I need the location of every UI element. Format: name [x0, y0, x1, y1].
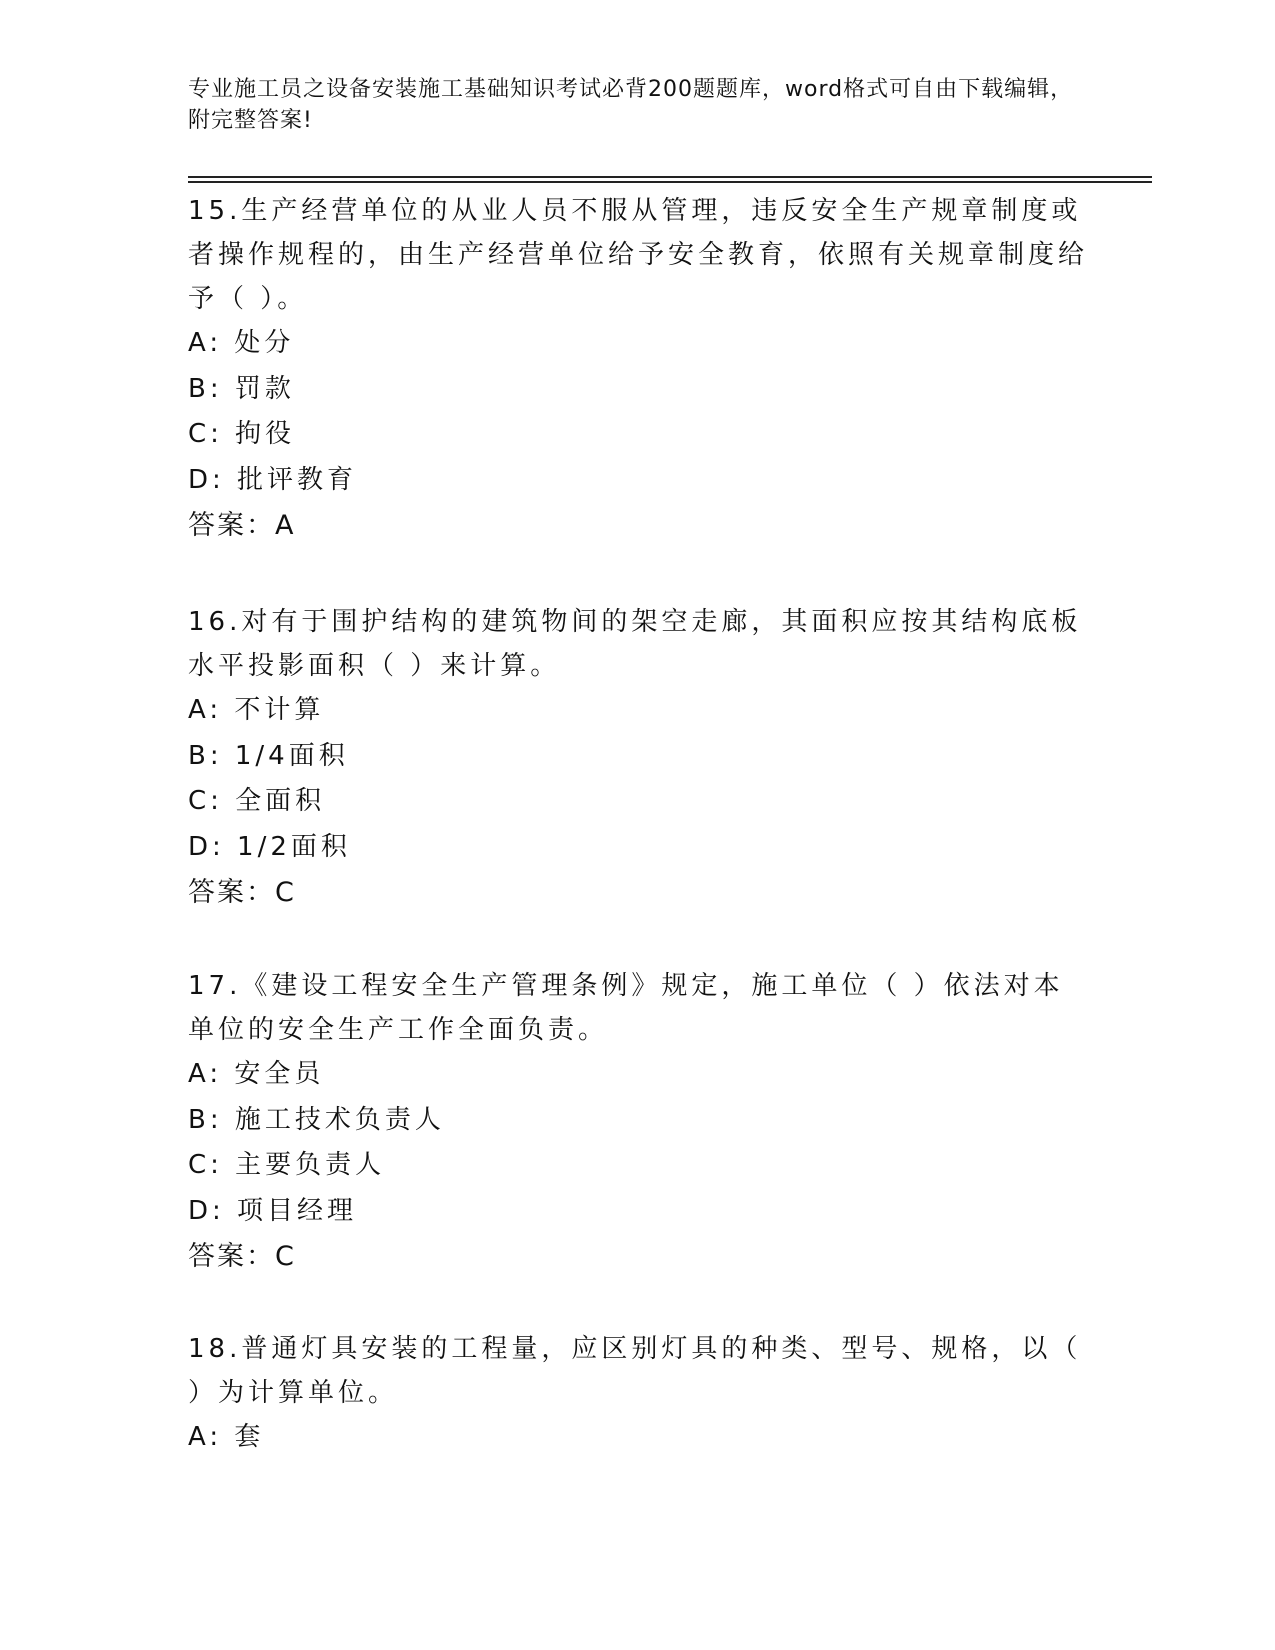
header-divider-top	[188, 176, 1152, 178]
question-stem: 16.对有于围护结构的建筑物间的架空走廊，其面积应按其结构底板水平投影面积（ ）来计算。	[188, 607, 1082, 681]
question-16	[188, 600, 1088, 916]
answer: 答案：A	[188, 510, 296, 541]
header-divider-bottom	[188, 181, 1152, 183]
option-a: A: 不计算	[188, 695, 325, 725]
question-stem: 18.普通灯具安装的工程量，应区别灯具的种类、型号、规格，以（ ）为计算单位。	[188, 1334, 1082, 1408]
answer: 答案：C	[188, 1241, 296, 1272]
question-15	[188, 189, 1088, 549]
question-stem: 17.《建设工程安全生产管理条例》规定，施工单位（ ）依法对本单位的安全生产工作全面负责。	[188, 971, 1064, 1045]
option-d: D: 项目经理	[188, 1195, 358, 1226]
question-18	[188, 1327, 1088, 1461]
option-b: B: 施工技术负责人	[188, 1104, 445, 1135]
option-a: A: 处分	[188, 328, 295, 358]
option-a: A: 套	[188, 1422, 265, 1452]
option-c: C: 主要负责人	[188, 1150, 386, 1180]
option-b: B: 1/4面积	[188, 740, 349, 771]
option-c: C: 拘役	[188, 419, 296, 449]
answer: 答案：C	[188, 877, 296, 908]
option-b: B: 罚款	[188, 373, 295, 404]
question-stem: 15.生产经营单位的从业人员不服从管理，违反安全生产规章制度或者操作规程的，由生产经营单位给予安全教育，依照有关规章制度给予（ ）。	[188, 196, 1089, 314]
option-d: D: 1/2面积	[188, 831, 351, 862]
option-d: D: 批评教育	[188, 464, 358, 495]
document-header: 专业施工员之设备安装施工基础知识考试必背200题题库，word格式可自由下载编辑，附完整答案!	[188, 77, 1074, 133]
option-a: A: 安全员	[188, 1059, 325, 1089]
option-c: C: 全面积	[188, 786, 326, 816]
question-17	[188, 964, 1088, 1280]
